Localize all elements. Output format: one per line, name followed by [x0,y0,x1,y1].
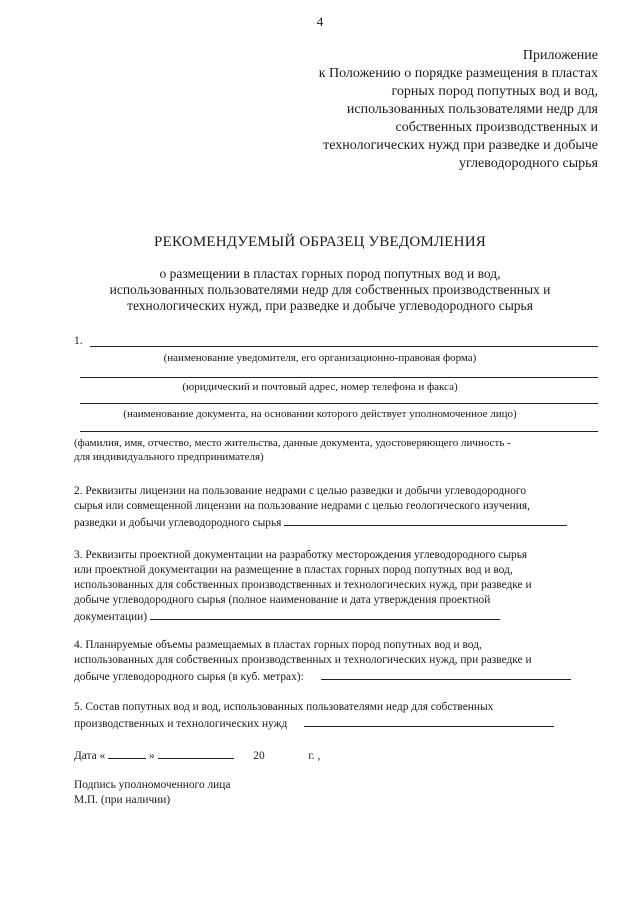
section4-text [74,638,600,685]
appendix-title: Приложение [522,48,598,63]
section2-line: сырья или совмещенной лицензии на пользование недрами с целью геологического изучения, [74,500,530,512]
date-label: Дата « [74,750,106,762]
date-line [74,747,320,764]
signature-label: Подпись уполномоченного лица [74,779,231,791]
planned-volumes-field[interactable] [321,668,571,680]
address-caption: (юридический и почтовый адрес, номер телефона и факса) [182,381,458,393]
date-year-prefix: 20 [253,750,265,762]
section2-text [74,484,598,531]
section4-line-last [74,668,600,685]
section5-line-last [74,715,600,732]
appendix-line: углеводородного сырья [458,156,598,171]
section2-line-text: разведки и добычи углеводородного сырья [74,517,282,529]
notifier-name-caption: (наименование уведомителя, его организационно-правовая форма) [163,352,477,364]
appendix-block [238,47,598,173]
section5-text [74,700,600,732]
section4-line: использованных для собственных производственных и технологических нужд, при разведке и [74,654,532,666]
person-caption-line: (фамилия, имя, отчество, место жительства, данные документа, удостоверяющего личность - [74,437,511,449]
date-month-field[interactable] [158,747,234,759]
date-day-field[interactable] [108,747,146,759]
section3-line-text: документации) [74,611,148,623]
authority-document-field[interactable] [80,403,598,404]
appendix-line: использованных пользователями недр для [346,102,598,117]
authority-document-caption: (наименование документа, на основании которого действует уполномоченное лицо) [123,408,517,420]
form-subtitle-line: технологических нужд, при разведке и добыче углеводородного сырья [127,298,533,313]
section3-line: или проектной документации на размещение в пластах горных пород попутных вод и вод, [74,564,513,576]
page-number: 4 [316,14,324,29]
section4-line: 4. Планируемые объемы размещаемых в пластах горных пород попутных вод и вод, [74,639,482,651]
date-year-suffix: г. , [308,750,321,762]
section1-number: 1. [74,335,83,347]
person-caption-line: для индивидуального предпринимателя) [74,451,264,463]
section3-text [74,548,600,625]
section3-line: использованных для собственных производственных и технологических нужд, при разведке и [74,579,532,591]
section3-line-last [74,608,600,625]
section3-line: добыче углеводородного сырья (полное наименование и дата утверждения проектной [74,594,491,606]
section2-line-last [74,514,598,531]
section2-line: 2. Реквизиты лицензии на пользование недрами с целью разведки и добычи углеводородного [74,485,527,497]
appendix-line: собственных производственных и [395,120,598,135]
section5-line-text: производственных и технологических нужд [74,718,288,730]
form-subtitle-line: использованных пользователями недр для собственных производственных и [109,282,551,297]
license-details-field[interactable] [284,514,567,526]
project-documentation-field[interactable] [150,608,500,620]
water-composition-field[interactable] [304,715,554,727]
appendix-line: технологических нужд при разведке и добыче [323,138,598,153]
form-subtitle [60,266,600,314]
notifier-name-field[interactable] [90,346,598,347]
appendix-line: к Положению о порядке размещения в пластах [318,66,598,81]
person-details-field[interactable] [80,431,598,432]
address-field[interactable] [80,377,598,378]
section3-line: 3. Реквизиты проектной документации на разработку месторождения углеводородного сырья [74,549,528,561]
stamp-label: М.П. (при наличии) [74,794,171,806]
section4-line-text: добыче углеводородного сырья (в куб. метрах): [74,671,304,683]
signature-block [74,778,230,808]
appendix-line: горных пород попутных вод и вод, [391,84,598,99]
form-subtitle-line: о размещении в пластах горных пород попутных вод и вод, [159,266,501,281]
date-close-quote: » [148,750,155,762]
form-title: РЕКОМЕНДУЕМЫЙ ОБРАЗЕЦ УВЕДОМЛЕНИЯ [154,234,486,250]
section5-line: 5. Состав попутных вод и вод, использованных пользователями недр для собственных [74,701,494,713]
person-details-caption [74,436,614,464]
